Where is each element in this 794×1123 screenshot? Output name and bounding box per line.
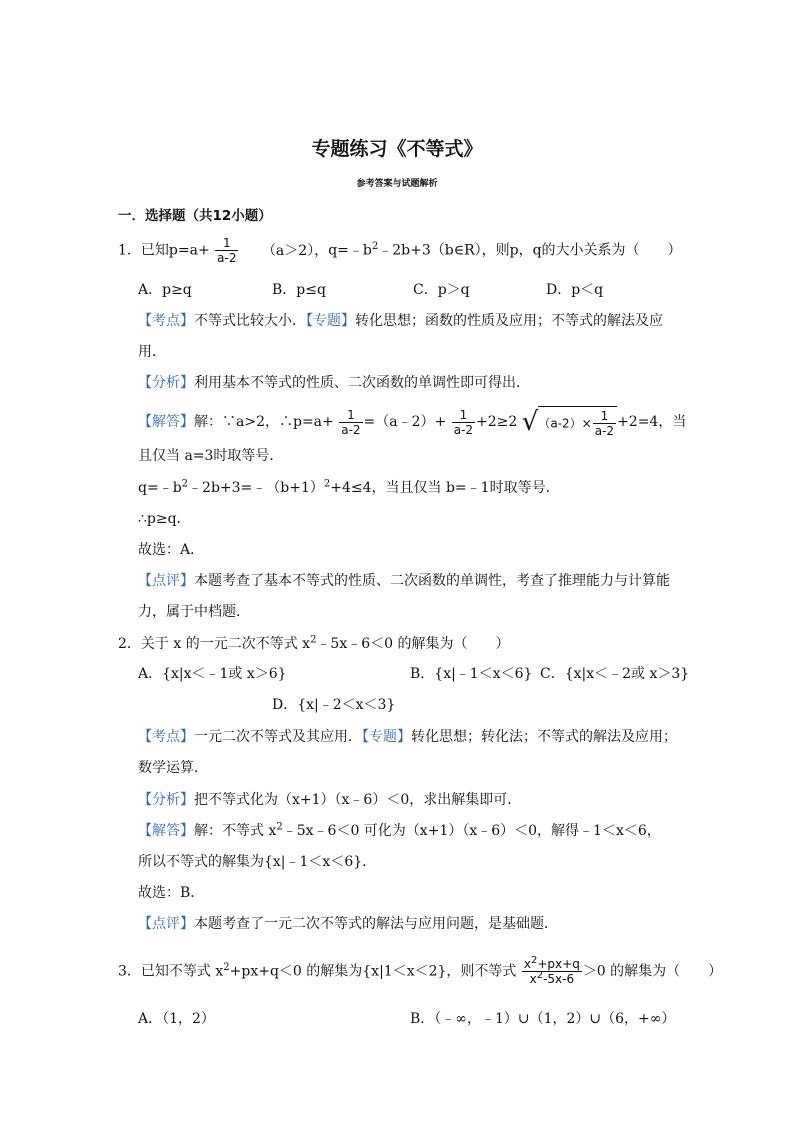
section-heading: 一．选择题（共12小题） — [118, 208, 272, 224]
q2-option-c: C．{x|x＜﹣2或 x＞3} — [540, 666, 690, 682]
q1-option-d: D．p＜q — [546, 282, 604, 298]
q2-zhuanti-cont: 数学运算． — [138, 760, 208, 776]
q2-option-b: B．{x|﹣1＜x＜6} — [410, 666, 533, 682]
q1-line3: $q=﹣b^2﹣2b+3=﹣(b+1)^2+4\le 4$，当且仅当 b=﹣1时取等号． — [138, 478, 560, 496]
q3-option-a: A．（1，2） — [138, 1011, 215, 1027]
q2-option-d: D．{x|﹣2＜x＜3} — [272, 697, 396, 713]
q3-option-b: B．（﹣∞，﹣1）∪（1，2）∪（6，+∞） — [410, 1011, 676, 1027]
q1-jieda: 【解答】解：∵a>2，∴p=a+ $\frac{1}{a-2}$ =（a﹣2）+ $\frac{1}{a-2}$ +2≥2 √（a-2）× $\frac{1}{a-2}$ +2=4，当 — [138, 407, 687, 438]
q1-line2: 且仅当 a=3时取等号． — [138, 448, 284, 464]
q3-stem: 3．已知不等式 $x^2+px+q<0$ 的解集为{x|1＜x＜2}，则不等式 $\frac{x^2+px+q}{x^2-5x-6}$ ＞0 的解集为（ ） — [118, 955, 723, 986]
q2-jieda: 【解答】解：不等式 $x^2﹣5x﹣6<0$ 可化为（x+1）（x﹣6）＜0，解得﹣1＜x＜6， — [138, 821, 661, 839]
q2-fenxi: 【分析】把不等式化为（x+1）（x﹣6）＜0，求出解集即可． — [138, 792, 522, 808]
q1-fraction: $\frac{1}{a-2}$ — [217, 236, 237, 265]
q1-stem: 1．已知p=a+ $\frac{1}{a-2}$ （a＞2），$q=﹣b^2﹣2b+3(b\in R)$，则p，q的大小关系为（ ） — [118, 236, 682, 265]
q1-option-b: B．p≤q — [272, 282, 326, 298]
q2-line3: 故选：B． — [138, 885, 205, 901]
q2-option-a: A．{x|x＜﹣1或 x＞6} — [138, 666, 287, 682]
page-subtitle: 参考答案与试题解析 — [356, 179, 438, 189]
q2-stem: 2．关于 x 的一元二次不等式 $x^2﹣5x﹣6<0$ 的解集为（ ） — [118, 634, 510, 652]
q1-line5: 故选：A． — [138, 542, 205, 558]
q3-fraction: $\frac{x^2+px+q}{x^2-5x-6}$ — [523, 955, 580, 986]
q1-kaodian: 【考点】不等式比较大小．【专题】转化思想；函数的性质及应用；不等式的解法及应 — [138, 313, 663, 329]
q2-line2: 所以不等式的解集为{x|﹣1＜x＜6}． — [138, 854, 377, 870]
q1-fenxi: 【分析】利用基本不等式的性质、二次函数的单调性即可得出． — [138, 375, 530, 391]
q1-dianping-cont: 力，属于中档题． — [138, 604, 250, 620]
q1-zhuanti-cont: 用． — [138, 344, 166, 360]
q1-dianping: 【点评】本题考查了基本不等式的性质、二次函数的单调性，考查了推理能力与计算能 — [138, 573, 670, 589]
q1-line4: ∴p≥q． — [138, 511, 191, 527]
q2-dianping: 【点评】本题考查了一元二次不等式的解法与应用问题，是基础题． — [138, 916, 558, 932]
q1-option-c: C．p＞q — [413, 282, 470, 298]
q1-option-a: A．p≥q — [138, 282, 192, 298]
q2-kaodian: 【考点】一元二次不等式及其应用．【专题】转化思想；转化法；不等式的解法及应用； — [138, 729, 677, 745]
q1-sqrt: √（a-2）× $\frac{1}{a-2}$ — [522, 406, 617, 438]
page-title: 专题练习《不等式》 — [311, 138, 483, 160]
